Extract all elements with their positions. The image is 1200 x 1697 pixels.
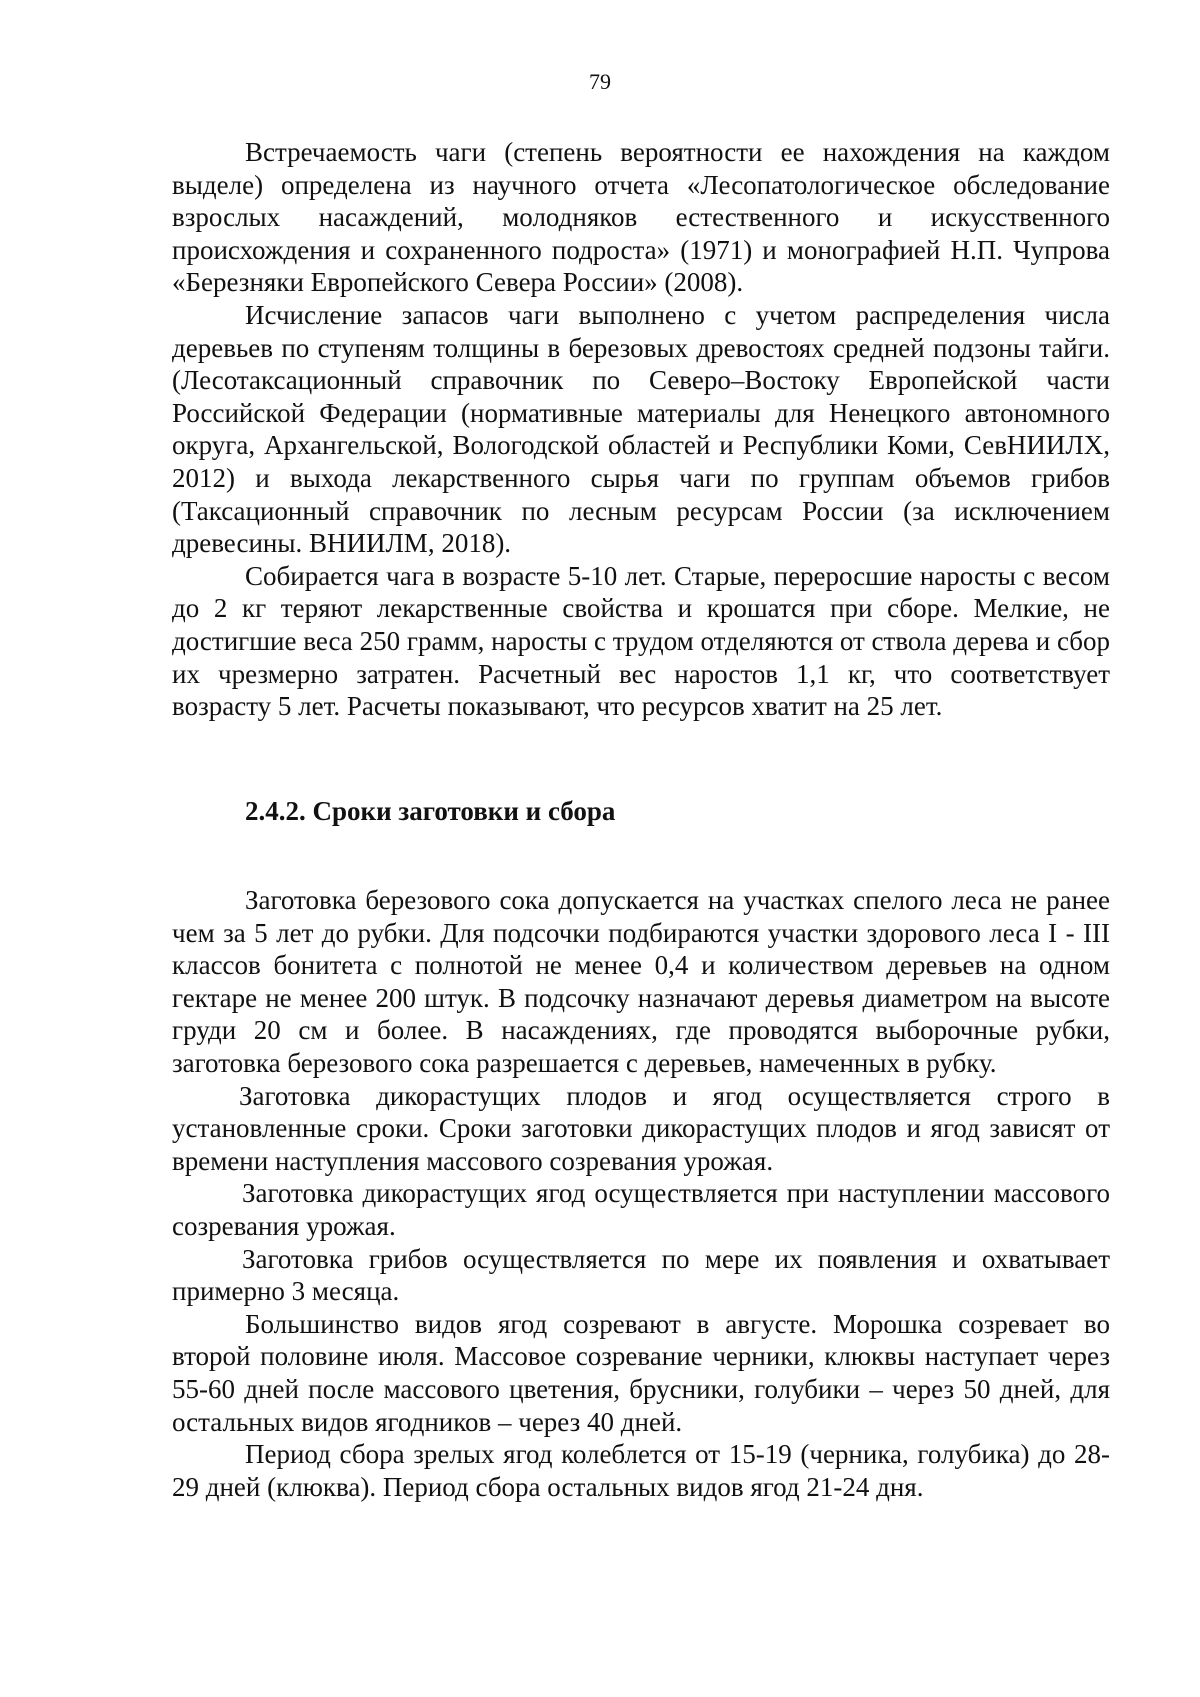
section-heading: 2.4.2. Сроки заготовки и сбора bbox=[245, 796, 616, 826]
paragraph-chaga-reserves: Исчисление запасов чаги выполнено с учетом распределения числа деревьев по ступеням толщины в березовых древостоях средней подзоны тайги. (Лесотаксационный справочник по Северо–Востоку Европейской части Российской Федерации (нормативные материалы для Ненецкого автономного округа, Архангельской, Вологодской областей и Республики Коми, СевНИИЛХ, 2012) и выхода лекарственного сырья чаги по группам объемов грибов (Таксационный справочник по лесным ресурсам России (за исключением древесины. ВНИИЛМ, 2018). bbox=[172, 299, 1110, 559]
paragraph-chaga-collection-age: Собирается чага в возрасте 5-10 лет. Старые, переросшие наросты с весом до 2 кг теряют лекарственные свойства и крошатся при сборе. Мелкие, не достигшие веса 250 грамм, наросты с трудом отделяются от ствола дерева и сбор их чрезмерно затратен. Расчетный вес наростов 1,1 кг, что соответствует возрасту 5 лет. Расчеты показывают, что ресурсов хватит на 25 лет. bbox=[172, 560, 1110, 722]
paragraph-birch-sap: Заготовка березового сока допускается на участках спелого леса не ранее чем за 5 лет до рубки. Для подсочки подбираются участки здорового леса I - III классов бонитета с полнотой не менее 0,4 и количеством деревьев на одном гектаре не менее 200 штук. В подсочку назначают деревья диаметром на высоте груди 20 см и более. В насаждениях, где проводятся выборочные рубки, заготовка березового сока разрешается с деревьев, намеченных в рубку. bbox=[172, 885, 1110, 1078]
paragraph-wild-berries: Заготовка дикорастущих ягод осуществляется при наступлении массового созревания урожая. bbox=[172, 1178, 1110, 1241]
paragraph-berry-ripening: Большинство видов ягод созревают в августе. Морошка созревает во второй половине июля. Массовое созревание черники, клюквы наступает через 55-60 дней после массового цветения, брусники, голубики – через 50 дней, для остальных видов ягодников – через 40 дней. bbox=[172, 1308, 1110, 1437]
paragraph-berry-picking-period: Период сбора зрелых ягод колеблется от 15-19 (черника, голубика) до 28-29 дней (клюква). Период сбора остальных видов ягод 21-24 дня. bbox=[172, 1439, 1110, 1502]
paragraph-chaga-occurrence: Встречаемость чаги (степень вероятности ее нахождения на каждом выделе) определена из научного отчета «Лесопатологическое обследование взрослых насаждений, молодняков естественного и искусственного происхождения и сохраненного подроста» (1971) и монографией Н.П. Чупрова «Березняки Европейского Севера России» (2008). bbox=[172, 137, 1110, 298]
page-number: 79 bbox=[589, 69, 611, 94]
paragraph-wild-fruits: Заготовка дикорастущих плодов и ягод осуществляется строго в установленные сроки. Сроки заготовки дикорастущих плодов и ягод зависят от времени наступления массового созревания урожая. bbox=[172, 1080, 1110, 1176]
paragraph-mushrooms: Заготовка грибов осуществляется по мере их появления и охватывает примерно 3 месяца. bbox=[172, 1243, 1110, 1307]
text-block-chaga bbox=[172, 136, 1110, 723]
text-block-harvest-terms bbox=[172, 884, 1110, 1503]
